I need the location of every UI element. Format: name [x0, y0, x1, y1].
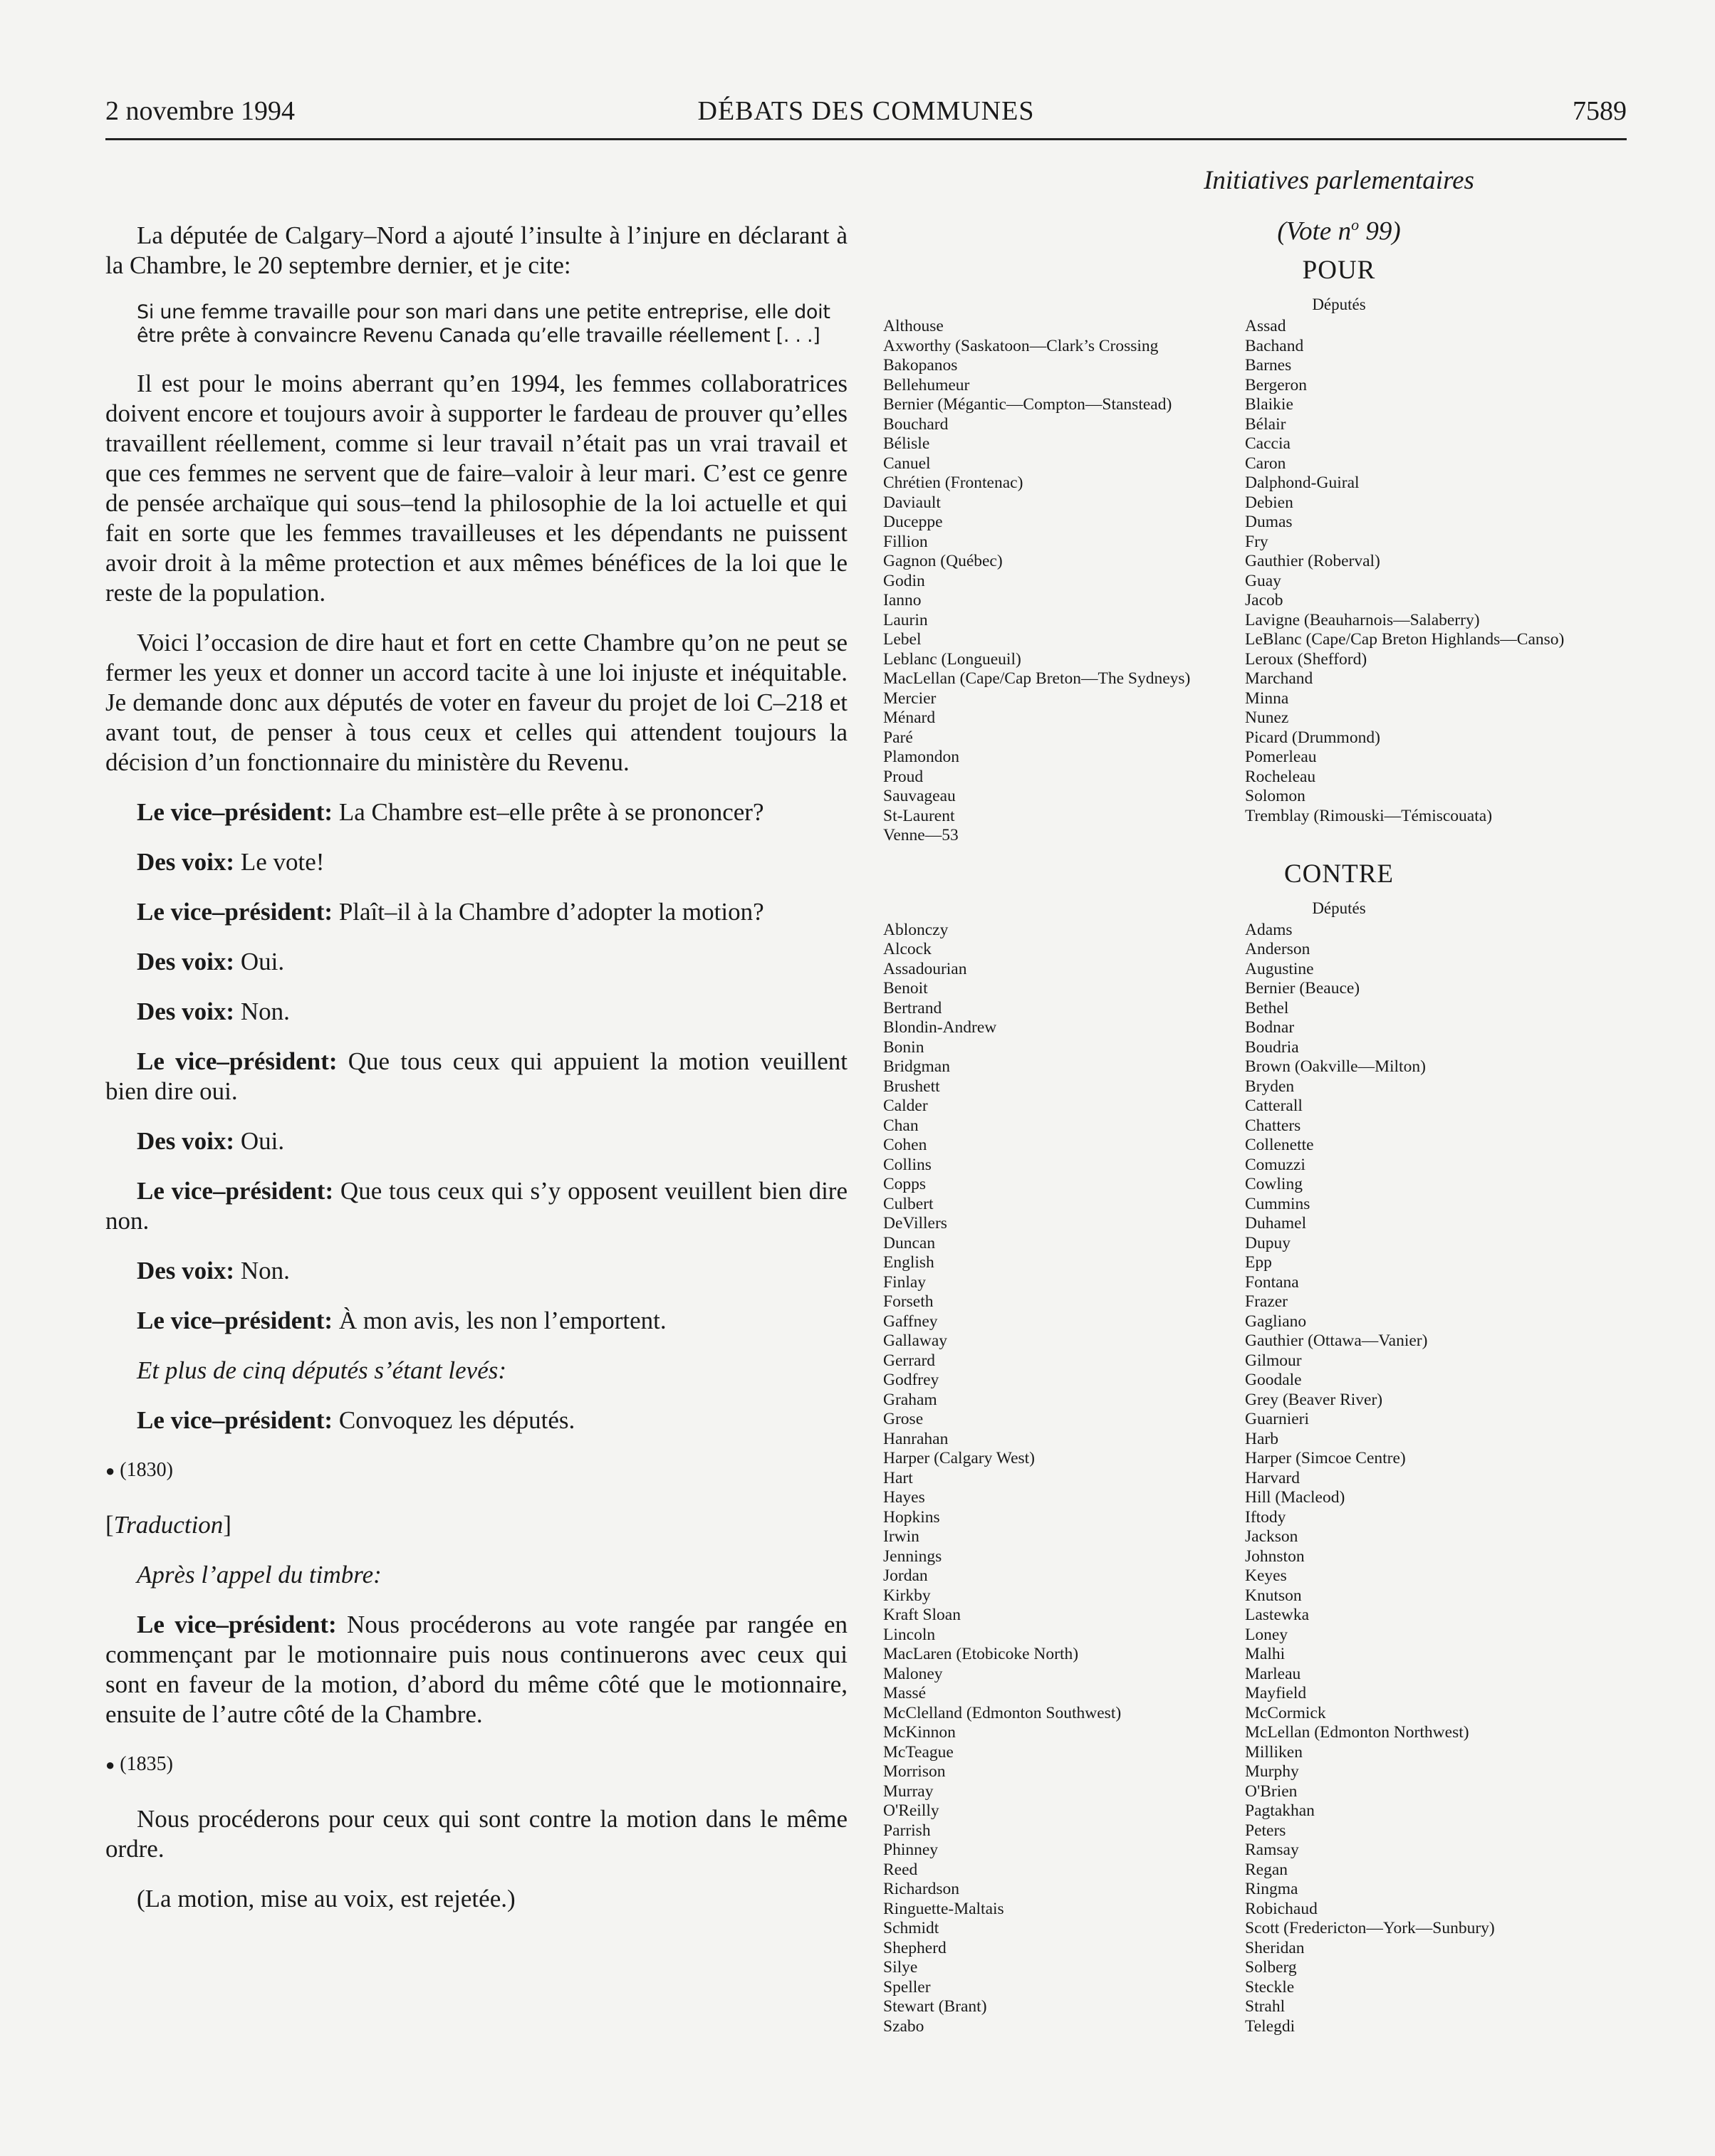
- member-name: Axworthy (Saskatoon—Clark’s Crossing: [883, 336, 1159, 355]
- speaker-label: Le vice–président:: [137, 1611, 337, 1638]
- pour-heading: POUR: [1302, 256, 1376, 286]
- header-rule: [105, 138, 1627, 140]
- member-name: Dupuy: [1245, 1233, 1291, 1252]
- member-name: Guay: [1245, 571, 1281, 590]
- dialogue-line: [105, 1176, 848, 1236]
- member-name: Sheridan: [1245, 1938, 1305, 1957]
- member-name: Duncan: [883, 1233, 936, 1252]
- dialogue-text: À mon avis, les non l’emportent.: [338, 1307, 667, 1334]
- member-name: Massé: [883, 1684, 927, 1703]
- dialogue-text: Oui.: [240, 948, 285, 975]
- dialogue-line: [105, 797, 848, 827]
- member-name: Schmidt: [883, 1919, 939, 1938]
- page-header: [105, 95, 1627, 138]
- header-page-number: 7589: [1573, 96, 1627, 126]
- member-name: Richardson: [883, 1880, 960, 1899]
- member-name: Bernier (Beauce): [1245, 979, 1360, 998]
- member-name: Picard (Drummond): [1245, 728, 1380, 747]
- pour-list: [883, 317, 1627, 846]
- member-name: Copps: [883, 1175, 927, 1194]
- member-name: Grey (Beaver River): [1245, 1390, 1383, 1409]
- translation-marker: [Traduction]: [105, 1511, 231, 1539]
- member-name: Murray: [883, 1781, 934, 1801]
- member-name: Dalphond-Guiral: [1245, 473, 1360, 493]
- member-name: Hanrahan: [883, 1429, 949, 1448]
- member-name: Leroux (Shefford): [1245, 649, 1367, 669]
- member-name: Anderson: [1245, 940, 1310, 959]
- member-name: Bellehumeur: [883, 375, 970, 394]
- speaker-label: Des voix:: [137, 848, 235, 876]
- member-name: Gilmour: [1245, 1351, 1302, 1370]
- member-name: Maloney: [883, 1664, 943, 1683]
- stage-direction: Et plus de cinq députés s’étant levés:: [137, 1356, 507, 1384]
- member-name: Ablonczy: [883, 920, 949, 939]
- member-name: Hopkins: [883, 1507, 940, 1527]
- member-name: Reed: [883, 1860, 918, 1879]
- member-name: Pomerleau: [1245, 748, 1317, 767]
- member-name: Stewart (Brant): [883, 1997, 987, 2016]
- member-name: English: [883, 1253, 934, 1272]
- member-name: Tremblay (Rimouski—Témiscouata): [1245, 806, 1493, 825]
- member-name: Mayfield: [1245, 1684, 1307, 1703]
- dialogue-text: Que tous ceux qui s’y opposent veuillent bien dire non.: [105, 1177, 848, 1235]
- member-name: Lebel: [883, 630, 922, 649]
- member-name: Gerrard: [883, 1351, 936, 1370]
- pour-column-2: [1245, 317, 1627, 846]
- dialogue-text: Que tous ceux qui appuient la motion veuillent bien dire oui.: [105, 1047, 848, 1105]
- member-name: Shepherd: [883, 1938, 947, 1957]
- dialogue-text: Oui.: [240, 1127, 285, 1155]
- member-name: Bridgman: [883, 1057, 950, 1077]
- member-name: Telegdi: [1245, 2016, 1296, 2036]
- member-name: Finlay: [883, 1272, 927, 1292]
- member-name: Jennings: [883, 1547, 942, 1566]
- member-name: Calder: [883, 1097, 928, 1116]
- time-marker: ● (1835): [105, 1753, 173, 1775]
- member-name: Laurin: [883, 610, 928, 629]
- member-name: O'Brien: [1245, 1781, 1298, 1801]
- member-name: Bélair: [1245, 414, 1286, 434]
- member-name: Regan: [1245, 1860, 1288, 1879]
- member-name: Collenette: [1245, 1136, 1314, 1155]
- dialogue-line: [105, 847, 848, 877]
- member-name: Phinney: [883, 1841, 939, 1860]
- speaker-label: Des voix:: [137, 948, 235, 975]
- dialogue-line: [105, 1306, 848, 1336]
- member-name: Bernier (Mégantic—Compton—Stanstead): [883, 395, 1172, 414]
- member-name: Guarnieri: [1245, 1410, 1310, 1429]
- member-name: Augustine: [1245, 959, 1314, 978]
- dialogue-line: [105, 1047, 848, 1106]
- deputes-label: Députés: [1312, 295, 1366, 314]
- header-title: DÉBATS DES COMMUNES: [697, 96, 1035, 126]
- member-name: Brown (Oakville—Milton): [1245, 1057, 1426, 1077]
- bullet-icon: ●: [105, 1756, 115, 1774]
- member-name: Ramsay: [1245, 1841, 1299, 1860]
- member-name: Bethel: [1245, 998, 1289, 1017]
- member-name: Comuzzi: [1245, 1155, 1305, 1174]
- member-name: Harper (Calgary West): [883, 1449, 1036, 1468]
- member-name: Bouchard: [883, 414, 949, 434]
- member-name: Keyes: [1245, 1566, 1287, 1586]
- speaker-label: Le vice–président:: [137, 798, 333, 826]
- speaker-label: Des voix:: [137, 1127, 235, 1155]
- paragraph: Il est pour le moins aberrant qu’en 1994, les femmes collaboratrices doivent encore et toujours avoir à supporter le fardeau de prouver qu’elles travaillent réellement, comme si leur travail n’était pas un vrai travail et que ces femmes ne servent que de faire–valoir à leur mari. C’est ce genre de pensée archaïque qui sous–tend la philosophie de la loi actuelle et qui fait en sorte que les femmes travailleuses et les dépendants ne puissent avoir droit à la même protection et aux mêmes bénéfices de la loi que le reste de la population.: [105, 370, 848, 607]
- member-name: Daviault: [883, 493, 941, 512]
- member-name: Forseth: [883, 1292, 934, 1312]
- member-name: Harper (Simcoe Centre): [1245, 1449, 1406, 1468]
- member-name: Gallaway: [883, 1331, 948, 1351]
- section-title: Initiatives parlementaires: [1204, 166, 1474, 195]
- member-name: Loney: [1245, 1625, 1288, 1644]
- member-name: Bakopanos: [883, 356, 958, 375]
- dialogue-line: [105, 947, 848, 977]
- speaker-label: Le vice–président:: [137, 1307, 333, 1334]
- member-name: Solberg: [1245, 1958, 1297, 1977]
- member-name: McKinnon: [883, 1723, 956, 1742]
- contre-heading: CONTRE: [1284, 859, 1394, 889]
- member-name: Canuel: [883, 454, 931, 473]
- member-name: Gauthier (Roberval): [1245, 552, 1380, 571]
- member-name: Debien: [1245, 493, 1293, 512]
- member-name: Irwin: [883, 1527, 919, 1547]
- member-name: Knutson: [1245, 1586, 1302, 1605]
- block-quote: Si une femme travaille pour son mari dans une petite entreprise, elle doit être prête à convaincre Revenu Canada qu’elle travaille réellement [. . .]: [137, 301, 830, 347]
- member-name: Lavigne (Beauharnois—Salaberry): [1245, 610, 1480, 629]
- member-name: Adams: [1245, 920, 1293, 939]
- member-name: Harvard: [1245, 1468, 1300, 1487]
- dialogue-text: Convoquez les députés.: [338, 1406, 575, 1434]
- member-name: Cohen: [883, 1136, 927, 1155]
- member-name: O'Reilly: [883, 1801, 939, 1821]
- member-name: Venne—53: [883, 826, 959, 845]
- member-name: Strahl: [1245, 1997, 1286, 2016]
- left-column: [105, 221, 848, 1934]
- member-name: Hill (Macleod): [1245, 1488, 1345, 1507]
- member-name: Silye: [883, 1958, 918, 1977]
- time-marker: ● (1830): [105, 1459, 173, 1481]
- vote-number: (Vote $n^o$ 99): [1277, 216, 1401, 246]
- contre-list: [883, 921, 1627, 2037]
- member-name: Assad: [1245, 317, 1286, 336]
- dialogue-line: [105, 1126, 848, 1156]
- member-name: Alcock: [883, 940, 932, 959]
- member-name: Duhamel: [1245, 1214, 1307, 1233]
- member-name: Bonin: [883, 1037, 924, 1057]
- member-name: Jacob: [1245, 591, 1283, 610]
- member-name: Cummins: [1245, 1194, 1310, 1213]
- member-name: Gagnon (Québec): [883, 552, 1003, 571]
- member-name: Parrish: [883, 1821, 931, 1840]
- member-name: Malhi: [1245, 1645, 1286, 1664]
- member-name: Goodale: [1245, 1371, 1302, 1390]
- member-name: Pagtakhan: [1245, 1801, 1315, 1821]
- member-name: Sauvageau: [883, 787, 956, 806]
- dialogue-line: [105, 1256, 848, 1286]
- member-name: Blondin-Andrew: [883, 1018, 997, 1037]
- dialogue-line: [105, 1406, 848, 1435]
- member-name: Marleau: [1245, 1664, 1301, 1683]
- member-name: Dumas: [1245, 513, 1293, 532]
- member-name: McLellan (Edmonton Northwest): [1245, 1723, 1469, 1742]
- member-name: Nunez: [1245, 708, 1289, 728]
- member-name: Morrison: [883, 1762, 946, 1781]
- member-name: Johnston: [1245, 1547, 1305, 1566]
- member-name: Solomon: [1245, 787, 1305, 806]
- member-name: Ringuette-Maltais: [883, 1899, 1004, 1918]
- member-name: Szabo: [883, 2016, 924, 2036]
- member-name: McClelland (Edmonton Southwest): [883, 1703, 1122, 1722]
- member-name: DeVillers: [883, 1214, 947, 1233]
- member-name: Fillion: [883, 532, 928, 551]
- speaker-label: Le vice–président:: [137, 898, 333, 926]
- dialogue-line: [105, 1610, 848, 1729]
- member-name: Bergeron: [1245, 375, 1308, 394]
- member-name: Assadourian: [883, 959, 967, 978]
- member-name: Murphy: [1245, 1762, 1299, 1781]
- dialogue-text: Plaît–il à la Chambre d’adopter la motion?: [338, 898, 764, 926]
- member-name: Jackson: [1245, 1527, 1298, 1547]
- member-name: Caron: [1245, 454, 1286, 473]
- member-name: Peters: [1245, 1821, 1286, 1840]
- member-name: Fontana: [1245, 1272, 1299, 1292]
- dialogue-text: Nous procéderons au vote rangée par rangée en commençant par le motionnaire puis nous continuerons avec ceux qui sont en faveur de la motion, d’abord du même côté que le motionnaire, ensuite de l’autre côté de la Chambre.: [105, 1611, 848, 1728]
- speaker-label: Le vice–président:: [137, 1047, 338, 1075]
- stage-direction: Après l’appel du timbre:: [137, 1561, 382, 1589]
- member-name: Jordan: [883, 1566, 928, 1586]
- bullet-icon: ●: [105, 1462, 115, 1480]
- paragraph: Voici l’occasion de dire haut et fort en cette Chambre qu’on ne peut se fermer les yeux et donner un accord tacite à une loi injuste et inéquitable. Je demande donc aux députés de voter en faveur du projet de loi C–218 et avant tout, de penser à tous ceux et celles qui attendent toujours la décision d’un fonctionnaire du ministère du Revenu.: [105, 629, 848, 776]
- member-name: Hayes: [883, 1488, 925, 1507]
- member-name: Marchand: [1245, 669, 1313, 689]
- member-name: Harb: [1245, 1429, 1278, 1448]
- member-name: Leblanc (Longueuil): [883, 649, 1021, 669]
- member-name: Bachand: [1245, 336, 1304, 355]
- member-name: Chatters: [1245, 1116, 1301, 1135]
- paragraph: Nous procéderons pour ceux qui sont contre la motion dans le même ordre.: [105, 1805, 848, 1863]
- member-name: Godin: [883, 571, 925, 590]
- member-name: Bodnar: [1245, 1018, 1295, 1037]
- contre-column-1: [883, 921, 1245, 2037]
- member-name: Iftody: [1245, 1507, 1286, 1527]
- member-name: Milliken: [1245, 1742, 1303, 1762]
- member-name: Ménard: [883, 708, 936, 728]
- paragraph: La députée de Calgary–Nord a ajouté l’insulte à l’injure en déclarant à la Chambre, le 20 septembre dernier, et je cite:: [105, 221, 848, 279]
- member-name: Culbert: [883, 1194, 934, 1213]
- member-name: Bryden: [1245, 1077, 1295, 1096]
- member-name: Kirkby: [883, 1586, 931, 1605]
- member-name: Chan: [883, 1116, 919, 1135]
- dialogue-line: [105, 897, 848, 927]
- member-name: Mercier: [883, 689, 937, 708]
- member-name: Hart: [883, 1468, 913, 1487]
- member-name: Althouse: [883, 317, 944, 336]
- member-name: McCormick: [1245, 1703, 1326, 1722]
- member-name: Chrétien (Frontenac): [883, 473, 1023, 493]
- member-name: Caccia: [1245, 434, 1291, 454]
- member-name: Boudria: [1245, 1037, 1299, 1057]
- member-name: Minna: [1245, 689, 1289, 708]
- member-name: Graham: [883, 1390, 937, 1409]
- member-name: MacLaren (Etobicoke North): [883, 1645, 1079, 1664]
- deputes-label: Députés: [1312, 899, 1366, 917]
- member-name: Collins: [883, 1155, 932, 1174]
- member-name: Kraft Sloan: [883, 1606, 961, 1625]
- member-name: Ringma: [1245, 1880, 1298, 1899]
- member-name: Duceppe: [883, 513, 943, 532]
- member-name: Frazer: [1245, 1292, 1288, 1312]
- member-name: Lastewka: [1245, 1606, 1310, 1625]
- member-name: Paré: [883, 728, 913, 747]
- member-name: Gagliano: [1245, 1312, 1307, 1331]
- member-name: Cowling: [1245, 1175, 1303, 1194]
- header-date: 2 novembre 1994: [105, 96, 295, 126]
- member-name: McTeague: [883, 1742, 954, 1762]
- pour-column-1: [883, 317, 1245, 846]
- dialogue-text: Non.: [240, 998, 290, 1025]
- contre-column-2: [1245, 921, 1627, 2037]
- member-name: Rocheleau: [1245, 767, 1316, 786]
- member-name: Catterall: [1245, 1097, 1303, 1116]
- member-name: Brushett: [883, 1077, 940, 1096]
- speaker-label: Le vice–président:: [137, 1177, 334, 1205]
- right-column: [883, 165, 1627, 2036]
- speaker-label: Des voix:: [137, 998, 235, 1025]
- member-name: Lincoln: [883, 1625, 936, 1644]
- member-name: Proud: [883, 767, 924, 786]
- member-name: Godfrey: [883, 1371, 939, 1390]
- paragraph: (La motion, mise au voix, est rejetée.): [137, 1885, 516, 1912]
- member-name: Bélisle: [883, 434, 930, 454]
- member-name: LeBlanc (Cape/Cap Breton Highlands—Canso): [1245, 630, 1565, 649]
- member-name: Robichaud: [1245, 1899, 1318, 1918]
- member-name: Scott (Fredericton—York—Sunbury): [1245, 1919, 1495, 1938]
- member-name: Speller: [883, 1977, 931, 1997]
- member-name: St-Laurent: [883, 806, 955, 825]
- member-name: Ianno: [883, 591, 922, 610]
- member-name: Barnes: [1245, 356, 1292, 375]
- member-name: Epp: [1245, 1253, 1272, 1272]
- dialogue-text: La Chambre est–elle prête à se prononcer?: [338, 798, 764, 826]
- member-name: Blaikie: [1245, 395, 1293, 414]
- member-name: Plamondon: [883, 748, 960, 767]
- member-name: Bertrand: [883, 998, 942, 1017]
- member-name: MacLellan (Cape/Cap Breton—The Sydneys): [883, 669, 1191, 689]
- dialogue-line: [105, 997, 848, 1027]
- member-name: Gauthier (Ottawa—Vanier): [1245, 1331, 1428, 1351]
- member-name: Steckle: [1245, 1977, 1295, 1997]
- speaker-label: Des voix:: [137, 1257, 235, 1284]
- member-name: Fry: [1245, 532, 1268, 551]
- speaker-label: Le vice–président:: [137, 1406, 333, 1434]
- dialogue-text: Le vote!: [240, 848, 325, 876]
- member-name: Grose: [883, 1410, 924, 1429]
- member-name: Benoit: [883, 979, 928, 998]
- member-name: Gaffney: [883, 1312, 938, 1331]
- dialogue-text: Non.: [240, 1257, 290, 1284]
